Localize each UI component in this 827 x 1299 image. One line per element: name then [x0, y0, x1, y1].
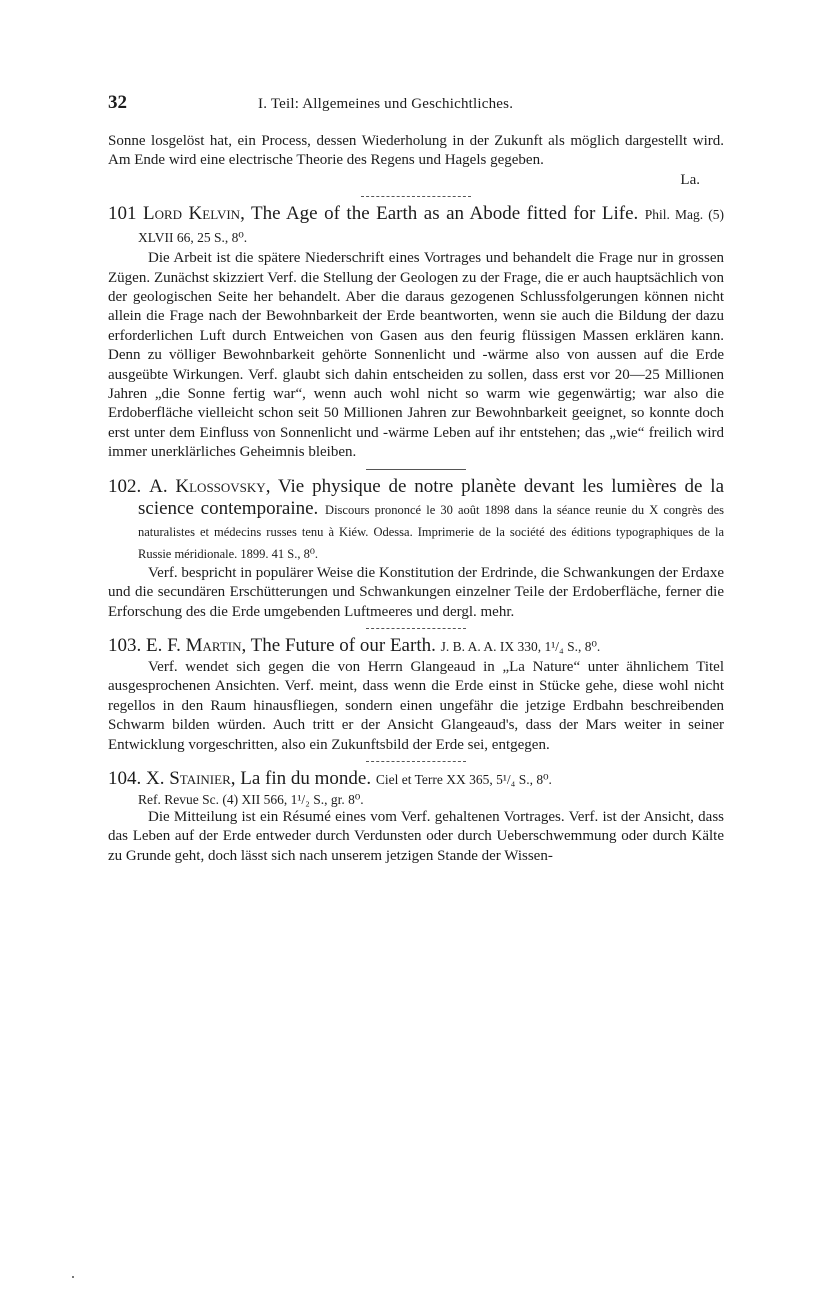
- entry-author: Lord Kelvin,: [143, 203, 245, 225]
- entry-number: 103.: [108, 634, 142, 656]
- entry-body: Die Mitteilung ist ein Résumé eines vom Verf. gehaltenen Vortrages. Verf. ist der Ansicht, dass das Leben auf der Erde entweder durch Verdunsten oder durch Ueberschwemmung oder durch Kälte zu Grunde geht, doch lässt sich nach unserem jetzigen Stande der Wissen-: [108, 808, 724, 864]
- entry-source: Ciel et Terre XX 365, 5¹/₄ S., 8⁰.: [375, 771, 552, 787]
- separator: [366, 628, 466, 629]
- bibliography-entry-104: [108, 768, 724, 866]
- entry-body: Die Arbeit ist die spätere Niederschrift eines Vortrages und behandelt die Frage nur in grossen Zügen. Zunächst skizziert Verf. die Stellung der Geologen zu der Frage, die er auch hauptsächlich von der geologischen Seite her behandelt. Aber die daraus gezogenen Schlussfolgerungen können nicht allein die Frage nach der Bewohnbarkeit der Erde beantworten, wenn sie auch die Bildung der dazu erforderlichen Luft durch Entweichen von Gasen aus den feurig flüssigen Massen erklären kann. Denn zu völliger Bewohnbarkeit gehörte Sonnenlicht und -wärme also von aussen auf die Erde ausgeübte Wirkungen. Verf. glaubt sich dahin entscheiden zu sollen, dass erst vor 20—25 Millionen Jahren „die Sonne fertig war“, wenn auch wohl nicht so warm wie gegenwärtig; war also die Erdoberfläche vielleicht schon seit 50 Millionen Jahren zur Bewohnbarkeit geeignet, so konnte doch erst unter dem Einfluss von Sonnenlicht und -wärme Leben auf ihr entstehen; das „wie“ freilich wird immer unerklärliches Geheimnis bleiben.: [108, 250, 724, 461]
- running-head: I. Teil: Allgemeines und Geschichtliches.: [258, 96, 514, 112]
- entry-author: E. F. Martin,: [146, 634, 247, 656]
- entry-source: Phil. Mag. (5) XLVII 66, 25 S., 8⁰.: [138, 207, 725, 246]
- continuation-block: [108, 132, 724, 190]
- entry-title: Vie physique de notre planète devant les lumières de la science contemporaine.: [138, 475, 725, 519]
- page-number: 32: [108, 92, 127, 113]
- entry-author: A. Klossovsky,: [149, 475, 271, 497]
- bibliography-entry-103: [108, 635, 724, 755]
- separator: [366, 761, 466, 762]
- continuation-text: Sonne losgelöst hat, ein Process, dessen Wiederholung in der Zukunft als möglich dargestellt wird. Am Ende wird eine electrische Theorie des Regens und Hagels gegeben.: [108, 133, 724, 169]
- page: [108, 92, 724, 866]
- entry-reference: Ref. Revue Sc. (4) XII 566, 1¹/₂ S., gr. 8⁰.: [138, 791, 364, 807]
- entry-title: La fin du monde.: [240, 767, 372, 789]
- entry-heading: [108, 476, 724, 564]
- entry-heading: [108, 635, 724, 658]
- entry-heading: [108, 768, 724, 791]
- entry-title: The Age of the Earth as an Abode fitted for Life.: [250, 203, 639, 225]
- entry-number: 101: [108, 203, 137, 225]
- bibliography-entry-101: [108, 203, 724, 462]
- entry-number: 104.: [108, 767, 142, 789]
- scan-speck: [72, 1276, 74, 1278]
- bibliography-entry-102: [108, 476, 724, 622]
- reviewer-line: [108, 171, 724, 190]
- reviewer-initials: La.: [680, 171, 700, 188]
- entry-title: The Future of our Earth.: [250, 634, 436, 656]
- page-header: [108, 92, 724, 122]
- entry-body: Verf. bespricht in populärer Weise die Konstitution der Erdrinde, die Schwankungen der Erdaxe und die secundären Erschütterungen und Schwankungen einzelner Teile der Erdoberfläche, ferner die Erforschung des die Erde umgebenden Luftmeeres und dergl. mehr.: [108, 564, 724, 620]
- entry-author: X. Stainier,: [146, 767, 236, 789]
- entry-body: Verf. wendet sich gegen die von Herrn Glangeaud in „La Nature“ unter ähnlichem Titel ausgesprochenen Ansichten. Verf. meint, dass wenn die Erde einst in Stücke gehe, diese wohl nicht regellos in den Raum hinausfliegen, sondern einen ungefähr die jetzige Erdbahn beschreibenden Schwarm bilden würden. Auch tritt er der Ansicht Glangeaud's, dass der Mars weiter in seiner Entwicklung vorgeschritten, also ein Zukunftsbild der Erde sei, entgegen.: [108, 658, 724, 753]
- separator: [361, 196, 471, 197]
- entry-number: 102.: [108, 475, 142, 497]
- entry-source: J. B. A. A. IX 330, 1¹/₄ S., 8⁰.: [440, 638, 601, 654]
- entry-heading: [108, 203, 724, 249]
- entry-source: Discours prononcé le 30 août 1898 dans la séance reunie du X congrès des naturalistes et médecins russes tenu à Kiéw. Odessa. Imprimerie de la société des éditions typographiques de la Russie méridionale. 1899. 41 S., 8⁰.: [138, 502, 725, 561]
- separator: [366, 469, 466, 470]
